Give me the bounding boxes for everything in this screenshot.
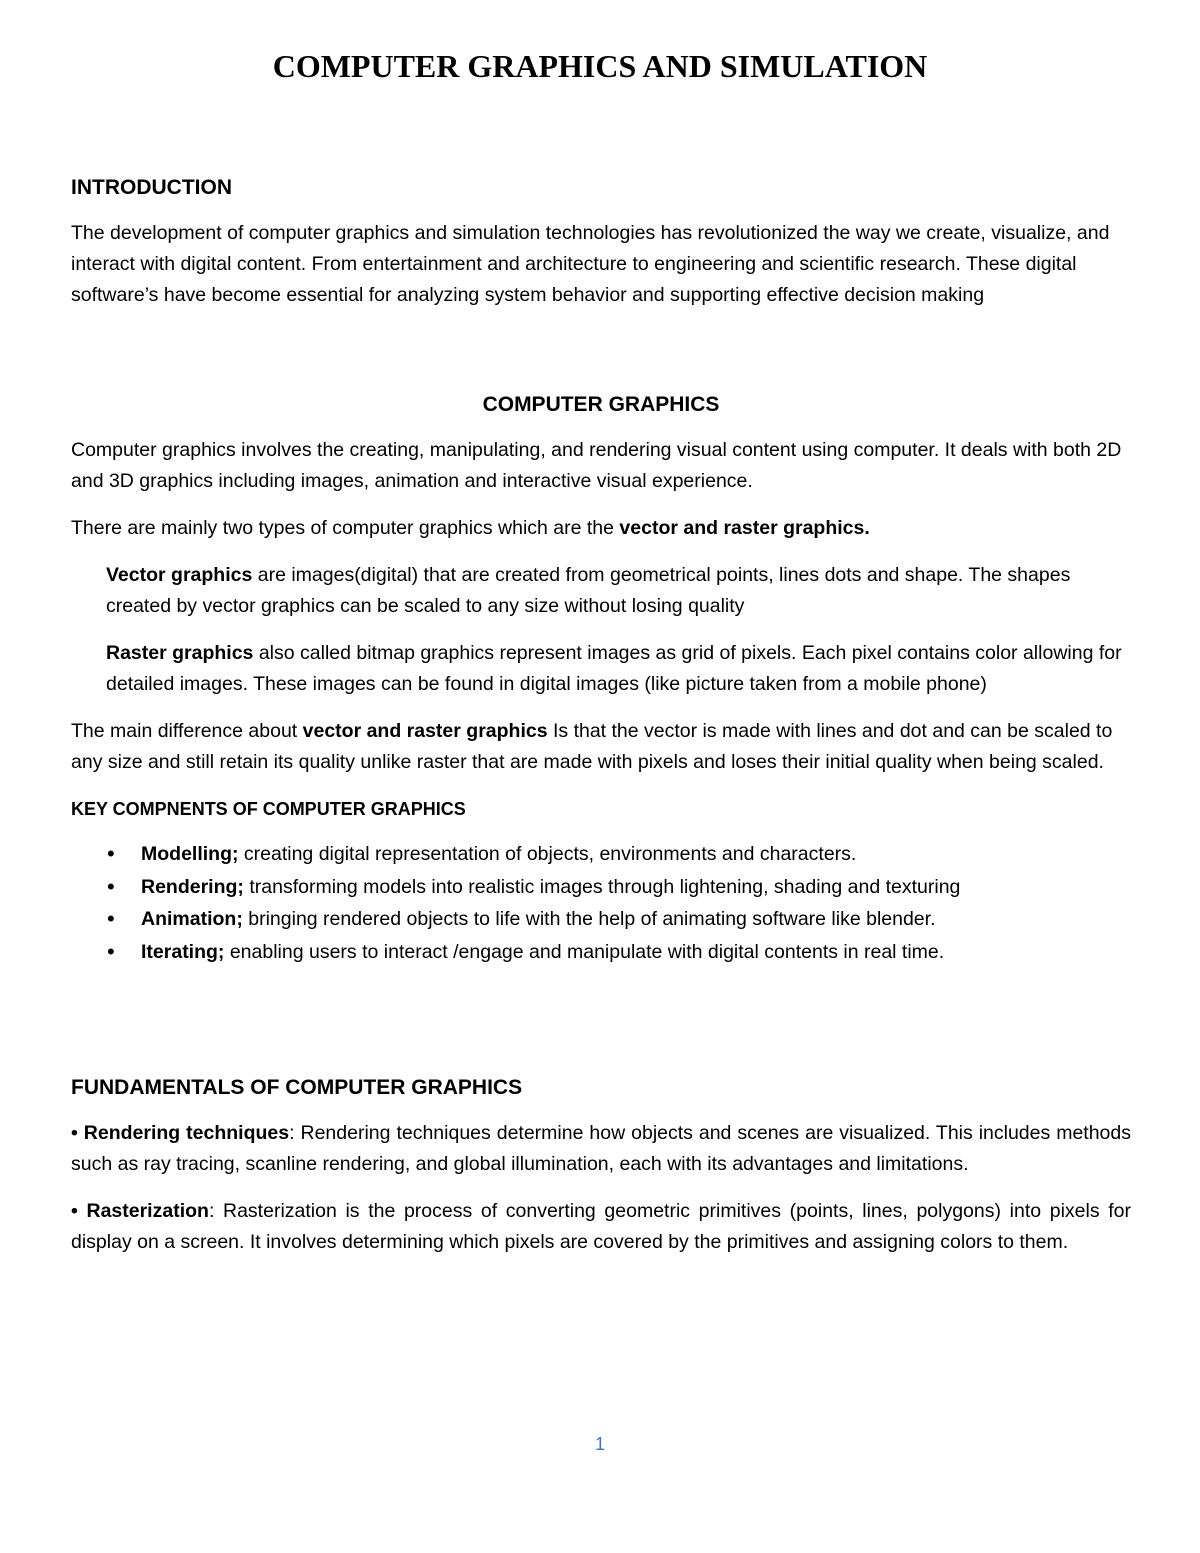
bullet-icon: • xyxy=(71,1200,87,1222)
key-components-heading: KEY COMPNENTS OF COMPUTER GRAPHICS xyxy=(71,799,466,819)
key-components-list xyxy=(71,838,1131,968)
list-item-term: Animation; xyxy=(141,908,243,930)
rendering-techniques-text: : Rendering techniques determine how objects and scenes are visualized. This includes methods such as ray tracing, scanline rendering, and global illumination, each with its advantages and limitations. xyxy=(71,1122,1132,1175)
raster-graphics-text: also called bitmap graphics represent images as grid of pixels. Each pixel contains color allowing for detailed images. These images can be found in digital images (like picture taken from a mobile phone) xyxy=(106,642,1122,695)
list-item-text: transforming models into realistic images through lightening, shading and texturing xyxy=(243,875,961,898)
list-item-text: bringing rendered objects to life with the help of animating software like blender. xyxy=(242,908,936,930)
rasterization-term xyxy=(71,1200,209,1222)
raster-graphics-paragraph xyxy=(71,638,1131,700)
list-item-text: creating digital representation of objects, environments and characters. xyxy=(238,843,857,865)
rendering-techniques-paragraph xyxy=(71,1118,1131,1180)
bullet-icon: • xyxy=(107,841,115,866)
document-body xyxy=(71,172,1131,1258)
graphics-types-emphasis: vector and raster graphics. xyxy=(619,517,870,539)
rendering-techniques-label: Rendering techniques xyxy=(83,1122,290,1144)
difference-intro: The main difference about xyxy=(71,720,303,742)
document-title: COMPUTER GRAPHICS AND SIMULATION xyxy=(272,48,928,84)
list-item-term: Iterating; xyxy=(141,940,225,963)
rendering-techniques-term xyxy=(71,1122,289,1144)
list-item xyxy=(71,871,1131,904)
graphics-types-text: There are mainly two types of computer graphics which are the xyxy=(71,517,620,539)
list-item xyxy=(71,903,1131,936)
rasterization-paragraph xyxy=(71,1196,1131,1258)
difference-paragraph xyxy=(71,716,1131,778)
vector-graphics-paragraph xyxy=(71,560,1131,622)
raster-graphics-term: Raster graphics xyxy=(106,642,254,664)
list-item-text: enabling users to interact /engage and manipulate with digital contents in real time. xyxy=(224,940,945,963)
list-item xyxy=(71,936,1131,969)
rasterization-label: Rasterization xyxy=(86,1200,209,1222)
graphics-types-paragraph xyxy=(71,513,1131,544)
fundamentals-heading: FUNDAMENTALS OF COMPUTER GRAPHICS xyxy=(71,1076,523,1099)
vector-graphics-text: are images(digital) that are created from geometrical points, lines dots and shape. The shapes created by vector graphics can be scaled to any size without losing quality xyxy=(106,564,1071,617)
bullet-icon: • xyxy=(107,873,115,899)
bullet-icon: • xyxy=(107,906,115,931)
list-item-term: Rendering; xyxy=(141,875,244,898)
introduction-paragraph: The development of computer graphics and simulation technologies has revolutionized the way we create, visualize, and interact with digital content. From entertainment and architecture to engineering and scientific research. These digital software’s have become essential for analyzing system behavior and supporting effective decision making xyxy=(71,222,1110,306)
list-item-term: Modelling; xyxy=(141,843,239,865)
rasterization-text: : Rasterization is the process of converting geometric primitives (points, lines, polygons) into pixels for display on a screen. It involves determining which pixels are covered by the primitives and assigning colors to them. xyxy=(71,1200,1131,1253)
vector-graphics-term: Vector graphics xyxy=(106,564,253,586)
computer-graphics-heading: COMPUTER GRAPHICS xyxy=(482,393,720,416)
list-item xyxy=(71,838,1131,871)
difference-emphasis: vector and raster graphics xyxy=(302,720,548,742)
computer-graphics-definition: Computer graphics involves the creating, manipulating, and rendering visual content using computer. It deals with both 2D and 3D graphics including images, animation and interactive visual experience. xyxy=(71,439,1122,492)
difference-text: Is that the vector is made with lines and dot and can be scaled to any size and still retain its quality unlike raster that are made with pixels and loses their initial quality when being scaled. xyxy=(71,720,1113,773)
introduction-heading: INTRODUCTION xyxy=(71,176,232,199)
page-number: 1 xyxy=(594,1434,605,1454)
bullet-icon: • xyxy=(71,1122,84,1144)
bullet-icon: • xyxy=(107,938,115,964)
